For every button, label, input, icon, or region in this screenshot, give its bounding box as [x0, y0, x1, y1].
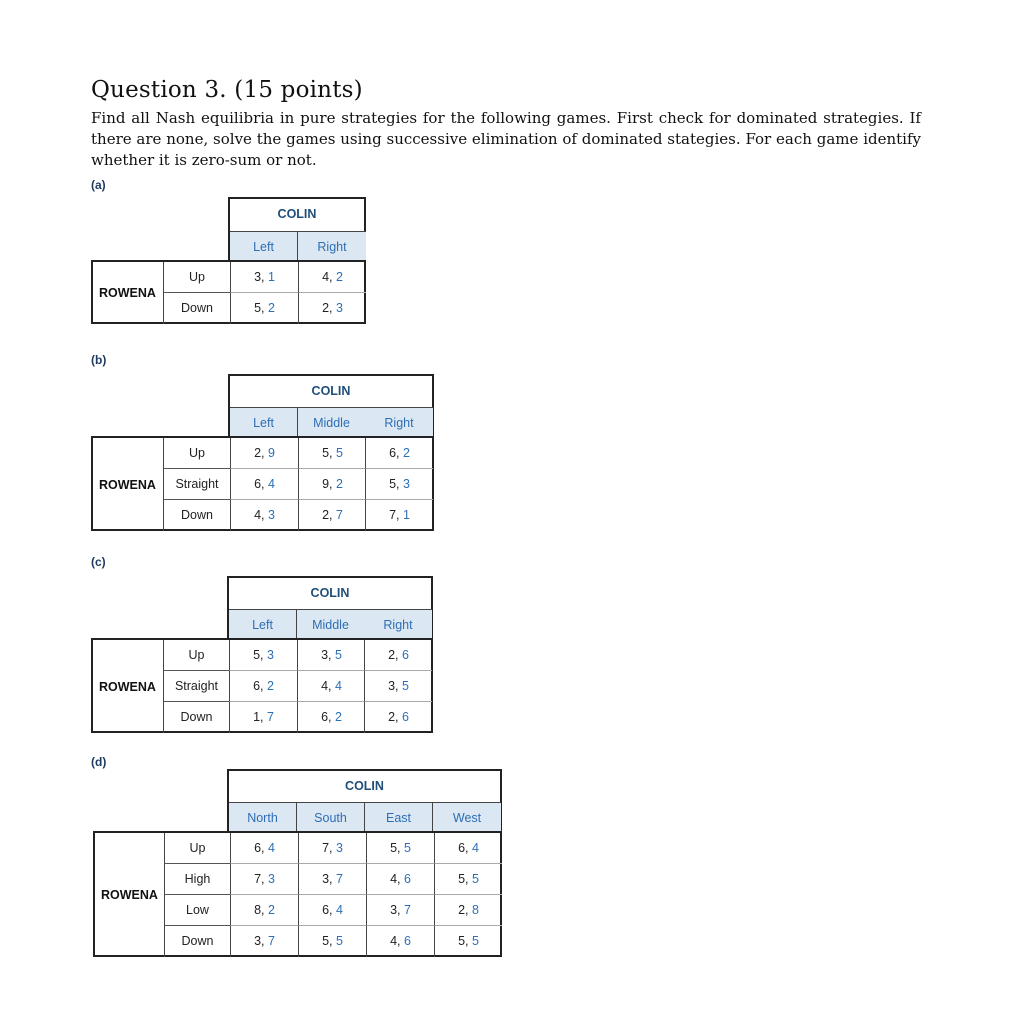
- row-payoff: 7: [389, 508, 397, 522]
- column-strategy-header: Right: [364, 609, 432, 639]
- row-payoff: 2: [388, 710, 396, 724]
- row-player-name: ROWENA: [99, 679, 156, 694]
- row-strategy-label: Down: [163, 293, 230, 324]
- column-payoff: 2: [267, 301, 275, 315]
- payoff-cell: [229, 671, 297, 702]
- row-strategy-label: Up: [163, 262, 230, 293]
- column-payoff: 5: [335, 446, 343, 460]
- column-player-box: [228, 374, 434, 437]
- row-payoff: 6: [322, 903, 330, 917]
- payoff-separator: ,: [397, 841, 404, 855]
- column-strategy-header: Left: [229, 609, 297, 639]
- row-payoff: 4: [322, 270, 330, 284]
- payoff-separator: ,: [261, 934, 268, 948]
- row-player-name: ROWENA: [99, 286, 156, 300]
- column-payoff: 8: [471, 903, 479, 917]
- payoff-separator: ,: [395, 710, 402, 724]
- payoff-separator: ,: [329, 903, 336, 917]
- column-strategy-header: West: [433, 802, 501, 832]
- row-payoff: 5: [458, 934, 466, 948]
- row-payoff: 5: [254, 301, 262, 315]
- payoff-cell: [434, 926, 502, 957]
- payoff-separator: ,: [329, 841, 336, 855]
- row-payoff: 5: [389, 477, 397, 491]
- row-payoff: 5: [322, 934, 330, 948]
- payoff-cell: [298, 833, 366, 864]
- payoff-cell: [229, 702, 297, 733]
- column-player-name: COLIN: [277, 207, 317, 221]
- payoff-cell: [298, 895, 366, 926]
- column-payoff: 9: [267, 446, 275, 460]
- payoff-separator: ,: [465, 872, 472, 886]
- payoff-separator: ,: [465, 903, 472, 917]
- column-payoff: 7: [266, 710, 274, 724]
- column-payoff: 3: [267, 508, 275, 522]
- column-strategy-header: Right: [298, 231, 366, 261]
- payoff-cell: [298, 500, 366, 531]
- game-part-label: (a): [91, 178, 106, 192]
- payoff-separator: ,: [260, 648, 267, 662]
- column-player-box: [227, 576, 433, 639]
- row-player-box: [91, 436, 434, 531]
- payoff-cell: [297, 671, 365, 702]
- row-payoff: 5: [253, 648, 261, 662]
- column-player-box: [228, 197, 366, 261]
- row-payoff: 2: [322, 301, 330, 315]
- payoff-cell: [434, 864, 502, 895]
- column-payoff: 4: [334, 679, 342, 693]
- column-payoff: 5: [334, 648, 342, 662]
- payoff-cell: [230, 262, 298, 293]
- row-strategy-label: Up: [163, 640, 229, 671]
- column-strategy-header: Left: [230, 407, 298, 437]
- row-payoff: 2: [458, 903, 466, 917]
- column-payoff: 7: [267, 934, 275, 948]
- column-strategy-header: Left: [230, 231, 298, 261]
- payoff-separator: ,: [261, 903, 268, 917]
- row-payoff: 1: [253, 710, 261, 724]
- column-payoff: 4: [267, 841, 275, 855]
- row-player-name: ROWENA: [101, 888, 158, 902]
- row-strategy-label: Up: [164, 833, 230, 864]
- row-strategy-label: Down: [163, 702, 229, 733]
- payoff-separator: ,: [261, 841, 268, 855]
- column-payoff: 7: [335, 872, 343, 886]
- row-payoff: 6: [254, 841, 262, 855]
- payoff-separator: ,: [397, 872, 404, 886]
- column-payoff: 7: [403, 903, 411, 917]
- payoff-cell: [297, 702, 365, 733]
- payoff-cell: [365, 438, 433, 469]
- question-text: Find all Nash equilibria in pure strategies for the following games. First check for dominated strategies. If there are none, solve the games using successive elimination of dominated stategies. For each game identify whether it is zero-sum or not.: [91, 109, 921, 169]
- column-payoff: 4: [267, 477, 275, 491]
- column-payoff: 5: [335, 934, 343, 948]
- row-payoff: 6: [253, 679, 261, 693]
- column-payoff: 3: [335, 301, 343, 315]
- payoff-separator: ,: [261, 872, 268, 886]
- payoff-separator: ,: [329, 477, 336, 491]
- payoff-cell: [366, 833, 434, 864]
- row-player-box: [93, 831, 502, 957]
- payoff-separator: ,: [465, 841, 472, 855]
- payoff-separator: ,: [328, 679, 335, 693]
- payoff-cell: [366, 864, 434, 895]
- row-payoff: 3: [254, 934, 262, 948]
- column-payoff: 3: [402, 477, 410, 491]
- payoff-cell: [230, 926, 298, 957]
- payoff-separator: ,: [397, 934, 404, 948]
- column-payoff: 5: [401, 679, 409, 693]
- column-payoff: 3: [266, 648, 274, 662]
- payoff-separator: ,: [261, 508, 268, 522]
- row-strategy-label: High: [164, 864, 230, 895]
- row-payoff: 3: [388, 679, 396, 693]
- column-payoff: 3: [267, 872, 275, 886]
- row-payoff: 9: [322, 477, 330, 491]
- payoff-separator: ,: [395, 679, 402, 693]
- payoff-separator: ,: [329, 508, 336, 522]
- column-payoff: 2: [334, 710, 342, 724]
- row-payoff: 2: [388, 648, 396, 662]
- column-player-name: COLIN: [310, 586, 350, 600]
- row-payoff: 3: [390, 903, 398, 917]
- column-payoff: 2: [267, 903, 275, 917]
- row-payoff: 3: [321, 648, 329, 662]
- payoff-separator: ,: [261, 270, 268, 284]
- payoff-separator: ,: [329, 301, 336, 315]
- question-heading: Question 3. (15 points): [91, 77, 363, 104]
- row-payoff: 4: [390, 872, 398, 886]
- payoff-separator: ,: [328, 710, 335, 724]
- payoff-cell: [298, 438, 366, 469]
- column-payoff: 1: [402, 508, 410, 522]
- game-part-label: (d): [91, 755, 107, 769]
- payoff-cell: [230, 833, 298, 864]
- row-payoff: 6: [458, 841, 466, 855]
- row-payoff: 8: [254, 903, 262, 917]
- column-strategy-header: Middle: [297, 609, 365, 639]
- game-part-label: (c): [91, 555, 106, 569]
- column-payoff: 5: [471, 872, 479, 886]
- row-payoff: 4: [254, 508, 262, 522]
- row-payoff: 6: [389, 446, 397, 460]
- row-payoff: 2: [322, 508, 330, 522]
- column-strategy-header: South: [297, 802, 365, 832]
- column-payoff: 7: [335, 508, 343, 522]
- column-strategy-header: North: [229, 802, 297, 832]
- payoff-cell: [434, 895, 502, 926]
- column-payoff: 3: [335, 841, 343, 855]
- row-payoff: 5: [458, 872, 466, 886]
- column-payoff: 4: [471, 841, 479, 855]
- row-payoff: 4: [321, 679, 329, 693]
- row-strategy-label: Straight: [163, 671, 229, 702]
- row-payoff: 7: [254, 872, 262, 886]
- payoff-cell: [298, 469, 366, 500]
- payoff-separator: ,: [329, 446, 336, 460]
- payoff-cell: [365, 500, 433, 531]
- row-payoff: 5: [390, 841, 398, 855]
- payoff-cell: [298, 864, 366, 895]
- payoff-separator: ,: [261, 477, 268, 491]
- payoff-separator: ,: [329, 270, 336, 284]
- column-player-name: COLIN: [345, 779, 384, 793]
- column-payoff: 6: [403, 872, 411, 886]
- column-player-box: [227, 769, 502, 832]
- column-payoff: 6: [401, 710, 409, 724]
- row-payoff: 7: [322, 841, 330, 855]
- payoff-cell: [364, 640, 432, 671]
- payoff-cell: [229, 640, 297, 671]
- row-payoff: 5: [322, 446, 330, 460]
- payoff-cell: [230, 293, 298, 324]
- payoff-separator: ,: [395, 648, 402, 662]
- column-player-name: COLIN: [311, 384, 351, 398]
- payoff-separator: ,: [329, 934, 336, 948]
- column-payoff: 1: [267, 270, 275, 284]
- payoff-cell: [364, 671, 432, 702]
- payoff-cell: [230, 864, 298, 895]
- payoff-cell: [365, 469, 433, 500]
- payoff-cell: [230, 469, 298, 500]
- column-payoff: 2: [402, 446, 410, 460]
- payoff-cell: [230, 438, 298, 469]
- column-payoff: 2: [335, 270, 343, 284]
- payoff-cell: [434, 833, 502, 864]
- column-strategy-header: East: [365, 802, 433, 832]
- row-player-box: [91, 260, 366, 324]
- column-payoff: 6: [401, 648, 409, 662]
- column-payoff: 6: [403, 934, 411, 948]
- payoff-cell: [298, 262, 366, 293]
- payoff-separator: ,: [328, 648, 335, 662]
- column-payoff: 2: [335, 477, 343, 491]
- payoff-separator: ,: [260, 710, 267, 724]
- payoff-separator: ,: [397, 903, 404, 917]
- payoff-separator: ,: [329, 872, 336, 886]
- column-payoff: 5: [403, 841, 411, 855]
- column-strategy-header: Right: [365, 407, 433, 437]
- payoff-separator: ,: [260, 679, 267, 693]
- payoff-separator: ,: [261, 301, 268, 315]
- row-strategy-label: Down: [163, 500, 230, 531]
- payoff-separator: ,: [261, 446, 268, 460]
- payoff-cell: [298, 926, 366, 957]
- row-payoff: 3: [254, 270, 262, 284]
- row-payoff: 4: [390, 934, 398, 948]
- payoff-cell: [298, 293, 366, 324]
- column-payoff: 5: [471, 934, 479, 948]
- payoff-cell: [364, 702, 432, 733]
- row-payoff: 6: [254, 477, 262, 491]
- column-strategy-header: Middle: [298, 407, 366, 437]
- column-payoff: 4: [335, 903, 343, 917]
- payoff-cell: [297, 640, 365, 671]
- row-payoff: 6: [321, 710, 329, 724]
- game-part-label: (b): [91, 353, 107, 367]
- payoff-separator: ,: [396, 508, 403, 522]
- row-strategy-label: Down: [164, 926, 230, 957]
- row-strategy-label: Straight: [163, 469, 230, 500]
- payoff-separator: ,: [396, 446, 403, 460]
- row-strategy-label: Up: [163, 438, 230, 469]
- row-payoff: 3: [322, 872, 330, 886]
- row-player-name: ROWENA: [99, 477, 156, 492]
- payoff-cell: [230, 895, 298, 926]
- row-player-box: [91, 638, 433, 733]
- payoff-cell: [366, 926, 434, 957]
- payoff-cell: [230, 500, 298, 531]
- payoff-cell: [366, 895, 434, 926]
- column-payoff: 2: [266, 679, 274, 693]
- payoff-separator: ,: [396, 477, 403, 491]
- row-payoff: 2: [254, 446, 262, 460]
- row-strategy-label: Low: [164, 895, 230, 926]
- payoff-separator: ,: [465, 934, 472, 948]
